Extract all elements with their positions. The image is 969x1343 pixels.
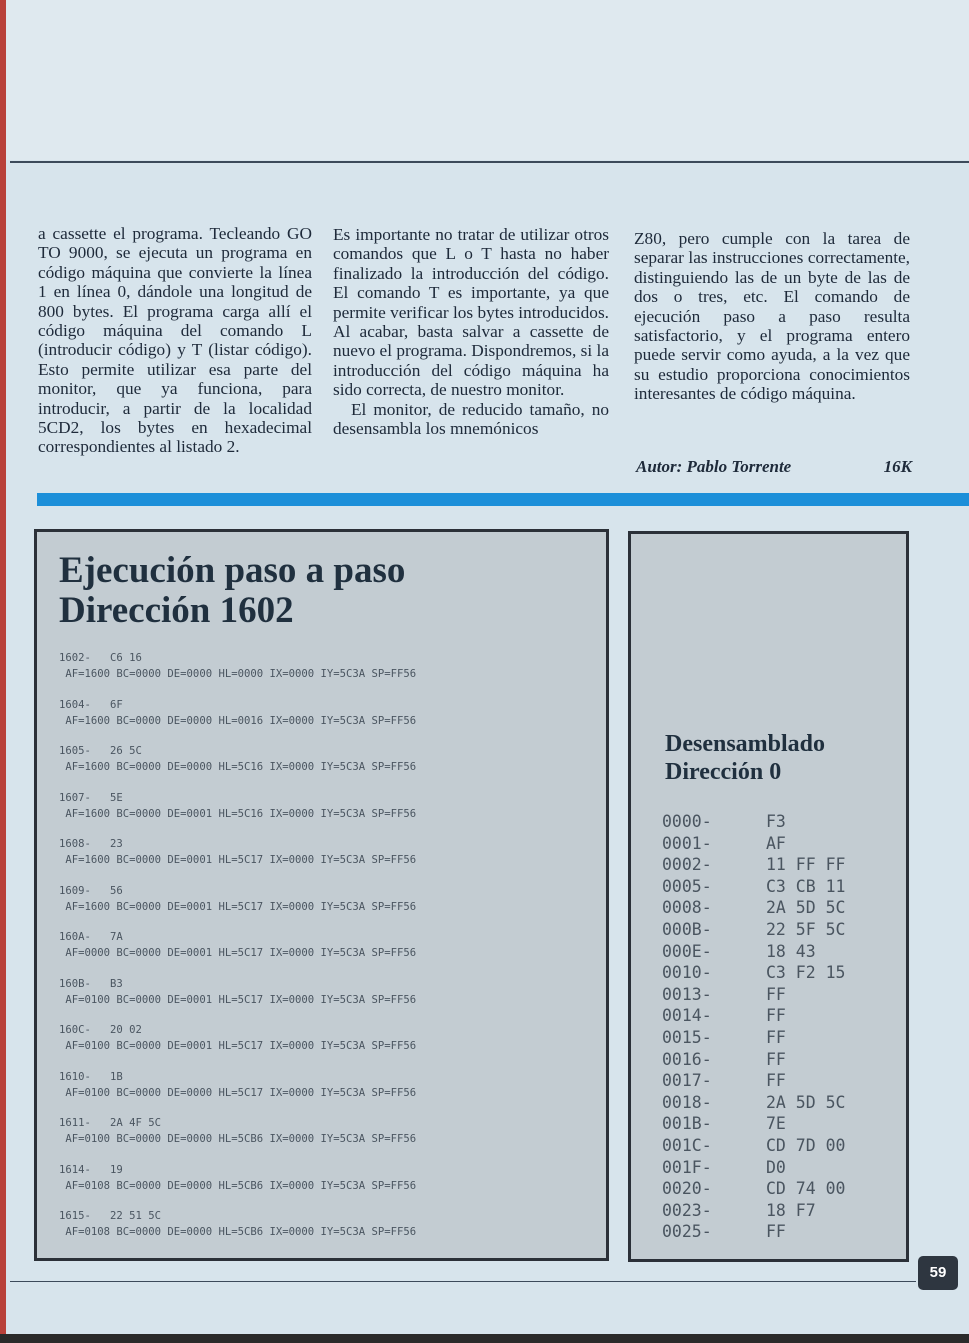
disasm-bytes: 11 FF FF bbox=[766, 855, 846, 875]
trace-registers: AF=1600 BC=0000 DE=0000 HL=5C16 IX=0000 IY=5C3A SP=FF56 bbox=[59, 761, 417, 773]
disasm-row bbox=[662, 1027, 845, 1049]
disasm-row bbox=[662, 1113, 845, 1135]
trace-registers: AF=0108 BC=0000 DE=0000 HL=5CB6 IX=0000 IY=5C3A SP=FF56 bbox=[59, 1179, 417, 1192]
disasm-bytes: 2A 5D 5C bbox=[766, 1092, 846, 1112]
disasm-bytes: AF bbox=[766, 833, 786, 853]
trace-registers: AF=1600 BC=0000 DE=0001 HL=5C17 IX=0000 IY=5C3A SP=FF56 bbox=[59, 900, 417, 913]
disasm-row bbox=[662, 941, 845, 963]
disasm-row bbox=[662, 1092, 845, 1114]
paragraph: Es importante no tratar de utilizar otros comandos que L o T hasta no haber finalizado la introducción del código. El comando T es importante, ya que permite verificar los bytes introducidos. Al acabar, basta salvar a cassette de nuevo el programa. Dispondremos, si la introducción del código máquina ha sido correcta, de nuestro monitor. bbox=[333, 225, 609, 400]
disasm-address: 001B- bbox=[662, 1114, 712, 1134]
disasm-row bbox=[662, 919, 845, 941]
trace-entry bbox=[59, 1162, 416, 1209]
trace-entry bbox=[59, 883, 416, 930]
paragraph: Z80, pero cumple con la tarea de separar las instrucciones correctamente, distinguiendo las de un byte de las de dos o tres, etc. El comando de ejecución paso a paso resulta satisfactorio, y el programa entero puede servir como ayuda, a la vez que su estudio proporciona conocimientos interesantes de código máquina. bbox=[634, 229, 910, 404]
machine-label: 16K bbox=[883, 457, 912, 476]
trace-title bbox=[59, 551, 405, 631]
trace-entry bbox=[59, 790, 416, 837]
trace-instruction: 1615- 22 51 5C bbox=[59, 1210, 162, 1222]
disasm-address: 0015- bbox=[662, 1027, 712, 1047]
trace-title-line-1: Ejecución paso a paso bbox=[59, 550, 406, 591]
disasm-address: 0002- bbox=[662, 855, 712, 875]
trace-registers: AF=1600 BC=0000 DE=0000 HL=0016 IX=0000 IY=5C3A SP=FF56 bbox=[59, 714, 417, 727]
trace-instruction: 1605- 26 5C bbox=[59, 745, 142, 757]
disasm-bytes: FF bbox=[766, 1027, 786, 1047]
page-edge bbox=[0, 0, 6, 1343]
disasm-row bbox=[662, 854, 845, 876]
disasm-bytes: F3 bbox=[766, 812, 786, 831]
disasm-bytes: 18 43 bbox=[766, 941, 816, 961]
disasm-address: 0016- bbox=[662, 1049, 712, 1069]
disasm-title-line-2: Dirección 0 bbox=[665, 759, 782, 785]
disasm-bytes: C3 CB 11 bbox=[766, 876, 846, 896]
trace-entry bbox=[59, 976, 416, 1023]
trace-instruction: 1602- C6 16 bbox=[59, 652, 142, 664]
disasm-row bbox=[662, 1005, 845, 1027]
trace-title-line-2: Dirección 1602 bbox=[59, 590, 294, 631]
disasm-row bbox=[662, 1157, 845, 1179]
disasm-bytes: 18 F7 bbox=[766, 1200, 816, 1220]
trace-entry bbox=[59, 1022, 416, 1069]
trace-registers: AF=0100 BC=0000 DE=0001 HL=5C17 IX=0000 IY=5C3A SP=FF56 bbox=[59, 993, 417, 1006]
trace-instruction: 1614- 19 bbox=[59, 1163, 123, 1176]
disasm-address: 001C- bbox=[662, 1135, 712, 1155]
trace-instruction: 160A- 7A bbox=[59, 931, 123, 943]
trace-listing bbox=[59, 650, 416, 1255]
disasm-bytes: FF bbox=[766, 1222, 786, 1242]
disasm-bytes: FF bbox=[766, 1006, 786, 1026]
disasm-row bbox=[662, 876, 845, 898]
disasm-address: 001F- bbox=[662, 1157, 712, 1177]
author-name: Autor: Pablo Torrente bbox=[636, 457, 792, 476]
disasm-bytes: FF bbox=[766, 1071, 786, 1091]
trace-registers: AF=0108 BC=0000 DE=0000 HL=5CB6 IX=0000 IY=5C3A SP=FF56 bbox=[59, 1226, 417, 1238]
disasm-bytes: D0 bbox=[766, 1157, 786, 1177]
trace-registers: AF=0000 BC=0000 DE=0001 HL=5C17 IX=0000 IY=5C3A SP=FF56 bbox=[59, 947, 417, 959]
disasm-bytes: FF bbox=[766, 1049, 786, 1069]
trace-entry bbox=[59, 929, 416, 976]
trace-registers: AF=0100 BC=0000 DE=0000 HL=5CB6 IX=0000 IY=5C3A SP=FF56 bbox=[59, 1133, 417, 1145]
trace-entry bbox=[59, 1208, 416, 1255]
trace-instruction: 1604- 6F bbox=[59, 698, 123, 711]
disasm-row bbox=[662, 1178, 845, 1200]
trace-panel bbox=[34, 529, 609, 1261]
trace-instruction: 160C- 20 02 bbox=[59, 1024, 142, 1036]
trace-registers: AF=0100 BC=0000 DE=0000 HL=5C17 IX=0000 IY=5C3A SP=FF56 bbox=[59, 1086, 417, 1099]
disasm-address: 0025- bbox=[662, 1222, 712, 1242]
disasm-row bbox=[662, 1135, 845, 1157]
trace-instruction: 160B- B3 bbox=[59, 977, 123, 990]
disasm-address: 0017- bbox=[662, 1071, 712, 1091]
disasm-row bbox=[662, 1200, 845, 1222]
disasm-bytes: C3 F2 15 bbox=[766, 963, 846, 983]
trace-instruction: 1607- 5E bbox=[59, 791, 123, 804]
trace-entry bbox=[59, 1115, 416, 1162]
disasm-row bbox=[662, 811, 845, 833]
disasm-row bbox=[662, 897, 845, 919]
disasm-address: 0018- bbox=[662, 1092, 712, 1112]
trace-registers: AF=1600 BC=0000 DE=0001 HL=5C17 IX=0000 IY=5C3A SP=FF56 bbox=[59, 854, 417, 866]
page-number: 59 bbox=[918, 1256, 958, 1290]
header-photo-area bbox=[6, 0, 969, 160]
disasm-bytes: 22 5F 5C bbox=[766, 919, 846, 939]
article-column-1 bbox=[38, 224, 312, 457]
page-bottom-edge bbox=[0, 1334, 969, 1343]
article-column-3 bbox=[634, 229, 910, 404]
disasm-bytes: 2A 5D 5C bbox=[766, 898, 846, 918]
disasm-address: 0023- bbox=[662, 1200, 712, 1220]
disasm-listing bbox=[662, 811, 845, 1243]
disasm-bytes: CD 74 00 bbox=[766, 1179, 846, 1199]
disasm-bytes: FF bbox=[766, 984, 786, 1004]
trace-instruction: 1611- 2A 4F 5C bbox=[59, 1117, 162, 1129]
disasm-address: 000B- bbox=[662, 919, 712, 939]
trace-instruction: 1610- 1B bbox=[59, 1070, 123, 1083]
author-line bbox=[636, 457, 912, 477]
trace-entry bbox=[59, 836, 416, 883]
disasm-address: 000E- bbox=[662, 941, 712, 961]
disasm-address: 0013- bbox=[662, 984, 712, 1004]
footer-rule bbox=[10, 1281, 916, 1282]
trace-entry bbox=[59, 650, 416, 697]
paragraph: a cassette el programa. Tecleando GO TO 9000, se ejecuta un programa en código máquina que convierte la línea 1 en línea 0, dándole una longitud de 800 bytes. El programa carga allí el código máquina del comando L (introducir código) y T (listar código). Esto permite utilizar esa parte del monitor, que ya funciona, para introducir, a partir de la localidad 5CD2, los bytes en hexadecimal correspondientes al listado 2. bbox=[38, 224, 312, 457]
disasm-row bbox=[662, 833, 845, 855]
disasm-address: 0001- bbox=[662, 833, 712, 853]
disasm-address: 0020- bbox=[662, 1179, 712, 1199]
disasm-row bbox=[662, 1221, 845, 1243]
paragraph: El monitor, de reducido tamaño, no desensambla los mnemónicos bbox=[333, 399, 609, 439]
disasm-title-line-1: Desensamblado bbox=[665, 731, 826, 757]
disasm-bytes: 7E bbox=[766, 1114, 786, 1134]
trace-entry bbox=[59, 697, 416, 744]
disasm-row bbox=[662, 984, 845, 1006]
trace-entry bbox=[59, 743, 416, 790]
disasm-row bbox=[662, 1070, 845, 1092]
trace-instruction: 1609- 56 bbox=[59, 884, 123, 897]
trace-instruction: 1608- 23 bbox=[59, 838, 123, 850]
disasm-address: 0010- bbox=[662, 963, 712, 983]
disasm-bytes: CD 7D 00 bbox=[766, 1135, 846, 1155]
trace-registers: AF=1600 BC=0000 DE=0001 HL=5C16 IX=0000 IY=5C3A SP=FF56 bbox=[59, 807, 417, 820]
disasm-address: 0000- bbox=[662, 812, 712, 831]
disasm-panel bbox=[628, 531, 909, 1262]
accent-band bbox=[37, 493, 969, 506]
trace-registers: AF=0100 BC=0000 DE=0001 HL=5C17 IX=0000 IY=5C3A SP=FF56 bbox=[59, 1040, 417, 1052]
header-rule bbox=[10, 161, 969, 163]
trace-registers: AF=1600 BC=0000 DE=0000 HL=0000 IX=0000 IY=5C3A SP=FF56 bbox=[59, 668, 417, 680]
disasm-address: 0008- bbox=[662, 898, 712, 918]
article-column-2 bbox=[333, 225, 609, 438]
disasm-address: 0005- bbox=[662, 876, 712, 896]
disasm-address: 0014- bbox=[662, 1006, 712, 1026]
trace-entry bbox=[59, 1069, 416, 1116]
disasm-title bbox=[665, 730, 825, 786]
disasm-row bbox=[662, 1049, 845, 1071]
disasm-row bbox=[662, 962, 845, 984]
